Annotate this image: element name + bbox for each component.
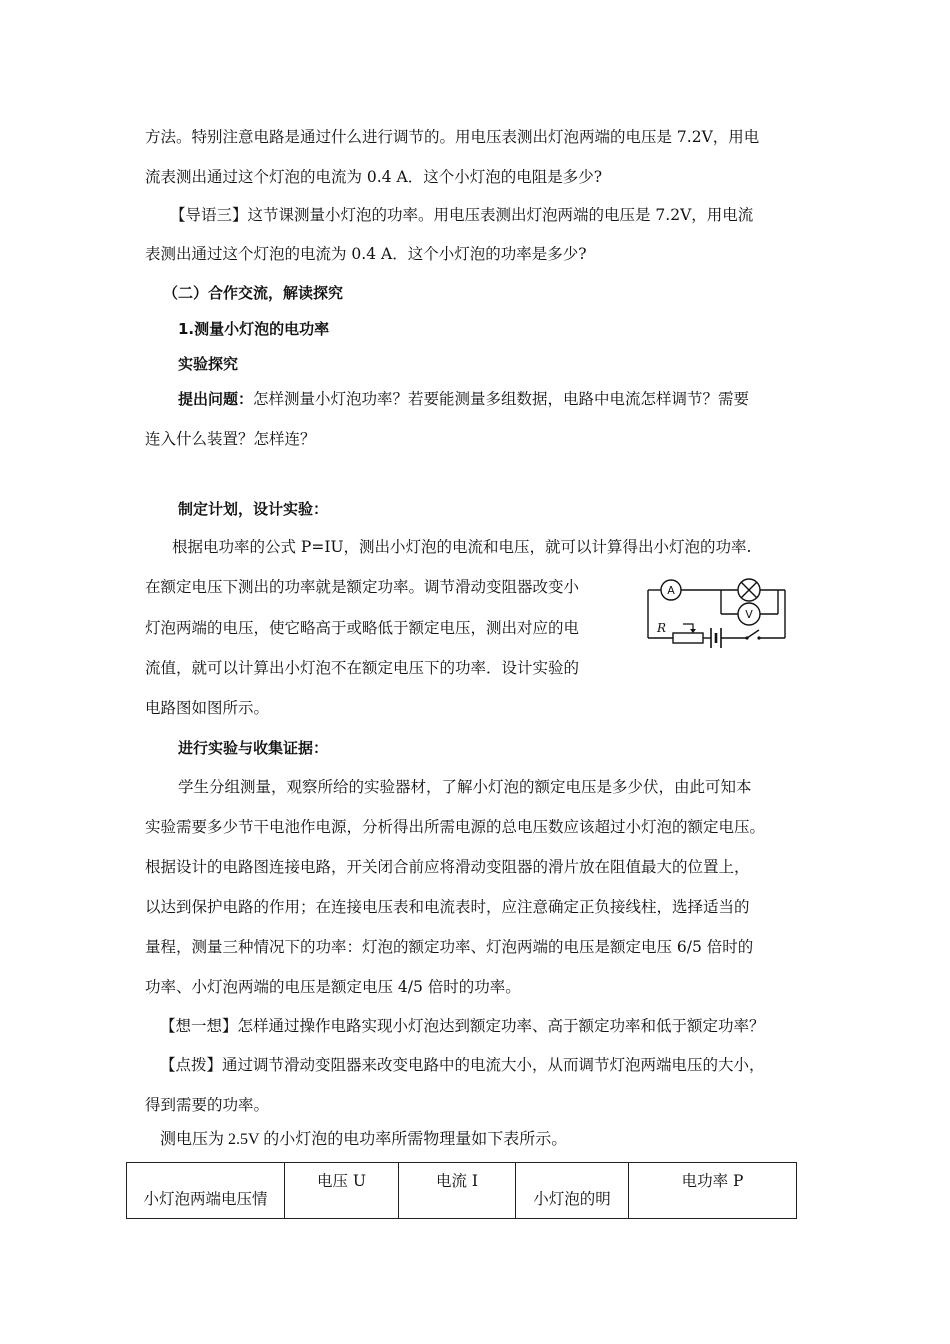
line-exp-6: 功率、小灯泡两端的电压是额定电压 4/5 倍时的功率。 xyxy=(145,978,521,996)
line-table-intro: 测电压为 2.5V 的小灯泡的电功率所需物理量如下表所示。 xyxy=(160,1131,568,1148)
line-hint-2: 得到需要的功率。 xyxy=(145,1096,270,1114)
ammeter-label: A xyxy=(667,584,675,597)
rheostat-icon xyxy=(656,621,703,643)
heading-plan: 制定计划，设计实验： xyxy=(178,500,329,518)
line-exp-3: 根据设计的电路图连接电路，开关闭合前应将滑动变阻器的滑片放在阻值最大的位置上， xyxy=(145,858,750,876)
lamp-icon xyxy=(738,579,760,601)
line-p1: 方法。特别注意电路是通过什么进行调节的。用电压表测出灯泡两端的电压是 7.2V，用电 xyxy=(145,128,760,146)
line-question xyxy=(178,389,749,409)
rheostat-label: R xyxy=(657,621,667,635)
line-p2: 流表测出通过这个灯泡的电流为 0.4 A．这个小灯泡的电阻是多少? xyxy=(145,168,603,186)
line-question-2: 连入什么装置？怎样连？ xyxy=(145,430,316,448)
measurement-table xyxy=(126,1162,797,1219)
circuit-diagram xyxy=(643,572,793,652)
line-exp-2: 实验需要多少节干电池作电源，分析得出所需电源的总电压数应该超过小灯泡的额定电压。 xyxy=(145,818,766,836)
ammeter-icon xyxy=(661,580,681,600)
line-hint-1: 【点拨】通过调节滑动变阻器来改变电路中的电流大小，从而调节灯泡两端电压的大小， xyxy=(160,1056,765,1074)
line-exp-1: 学生分组测量，观察所给的实验器材，了解小灯泡的额定电压是多少伏，由此可知本 xyxy=(178,778,752,796)
battery-icon xyxy=(711,628,721,648)
line-plan-3: 灯泡两端的电压，使它略高于或略低于额定电压，测出对应的电 xyxy=(145,619,580,637)
voltmeter-icon xyxy=(738,603,760,625)
line-think: 【想一想】怎样通过操作电路实现小灯泡达到额定功率、高于额定功率和低于额定功率？ xyxy=(160,1017,765,1035)
line-plan-4: 流值，就可以计算出小灯泡不在额定电压下的功率．设计实验的 xyxy=(145,659,580,677)
table-cell-brightness: 小灯泡的明 xyxy=(516,1163,629,1219)
table-cell-current: 电流 I xyxy=(399,1163,516,1219)
heading-cooperation: （二）合作交流，解读探究 xyxy=(163,284,344,302)
heading-measure-power: 1.测量小灯泡的电功率 xyxy=(178,320,330,338)
table-cell-voltage-condition: 小灯泡两端电压情 xyxy=(127,1163,285,1219)
line-exp-5: 量程，测量三种情况下的功率：灯泡的额定功率、灯泡两端的电压是额定电压 6/5 倍时的 xyxy=(145,938,754,956)
switch-icon xyxy=(745,630,760,640)
heading-experiment: 实验探究 xyxy=(178,355,239,373)
question-text: 怎样测量小灯泡功率？若要能测量多组数据，电路中电流怎样调节？需要 xyxy=(253,390,750,408)
line-plan-2: 在额定电压下测出的功率就是额定功率。调节滑动变阻器改变小 xyxy=(145,578,580,596)
heading-collect-evidence: 进行实验与收集证据： xyxy=(178,739,329,757)
table-row xyxy=(127,1163,797,1219)
question-label: 提出问题： xyxy=(178,390,254,408)
voltmeter-label: V xyxy=(745,608,753,621)
line-p4: 表测出通过这个灯泡的电流为 0.4 A．这个小灯泡的功率是多少? xyxy=(145,245,587,263)
table-cell-voltage: 电压 U xyxy=(285,1163,399,1219)
line-plan-5: 电路图如图所示。 xyxy=(145,699,270,717)
line-plan-1: 根据电功率的公式 P=IU，测出小灯泡的电流和电压，就可以计算得出小灯泡的功率. xyxy=(172,538,752,556)
line-p3: 【导语三】这节课测量小灯泡的功率。用电压表测出灯泡两端的电压是 7.2V，用电流 xyxy=(170,206,754,224)
line-exp-4: 以达到保护电路的作用；在连接电压表和电流表时，应注意确定正负接线柱，选择适当的 xyxy=(145,898,750,916)
table-cell-power: 电功率 P xyxy=(629,1163,797,1219)
